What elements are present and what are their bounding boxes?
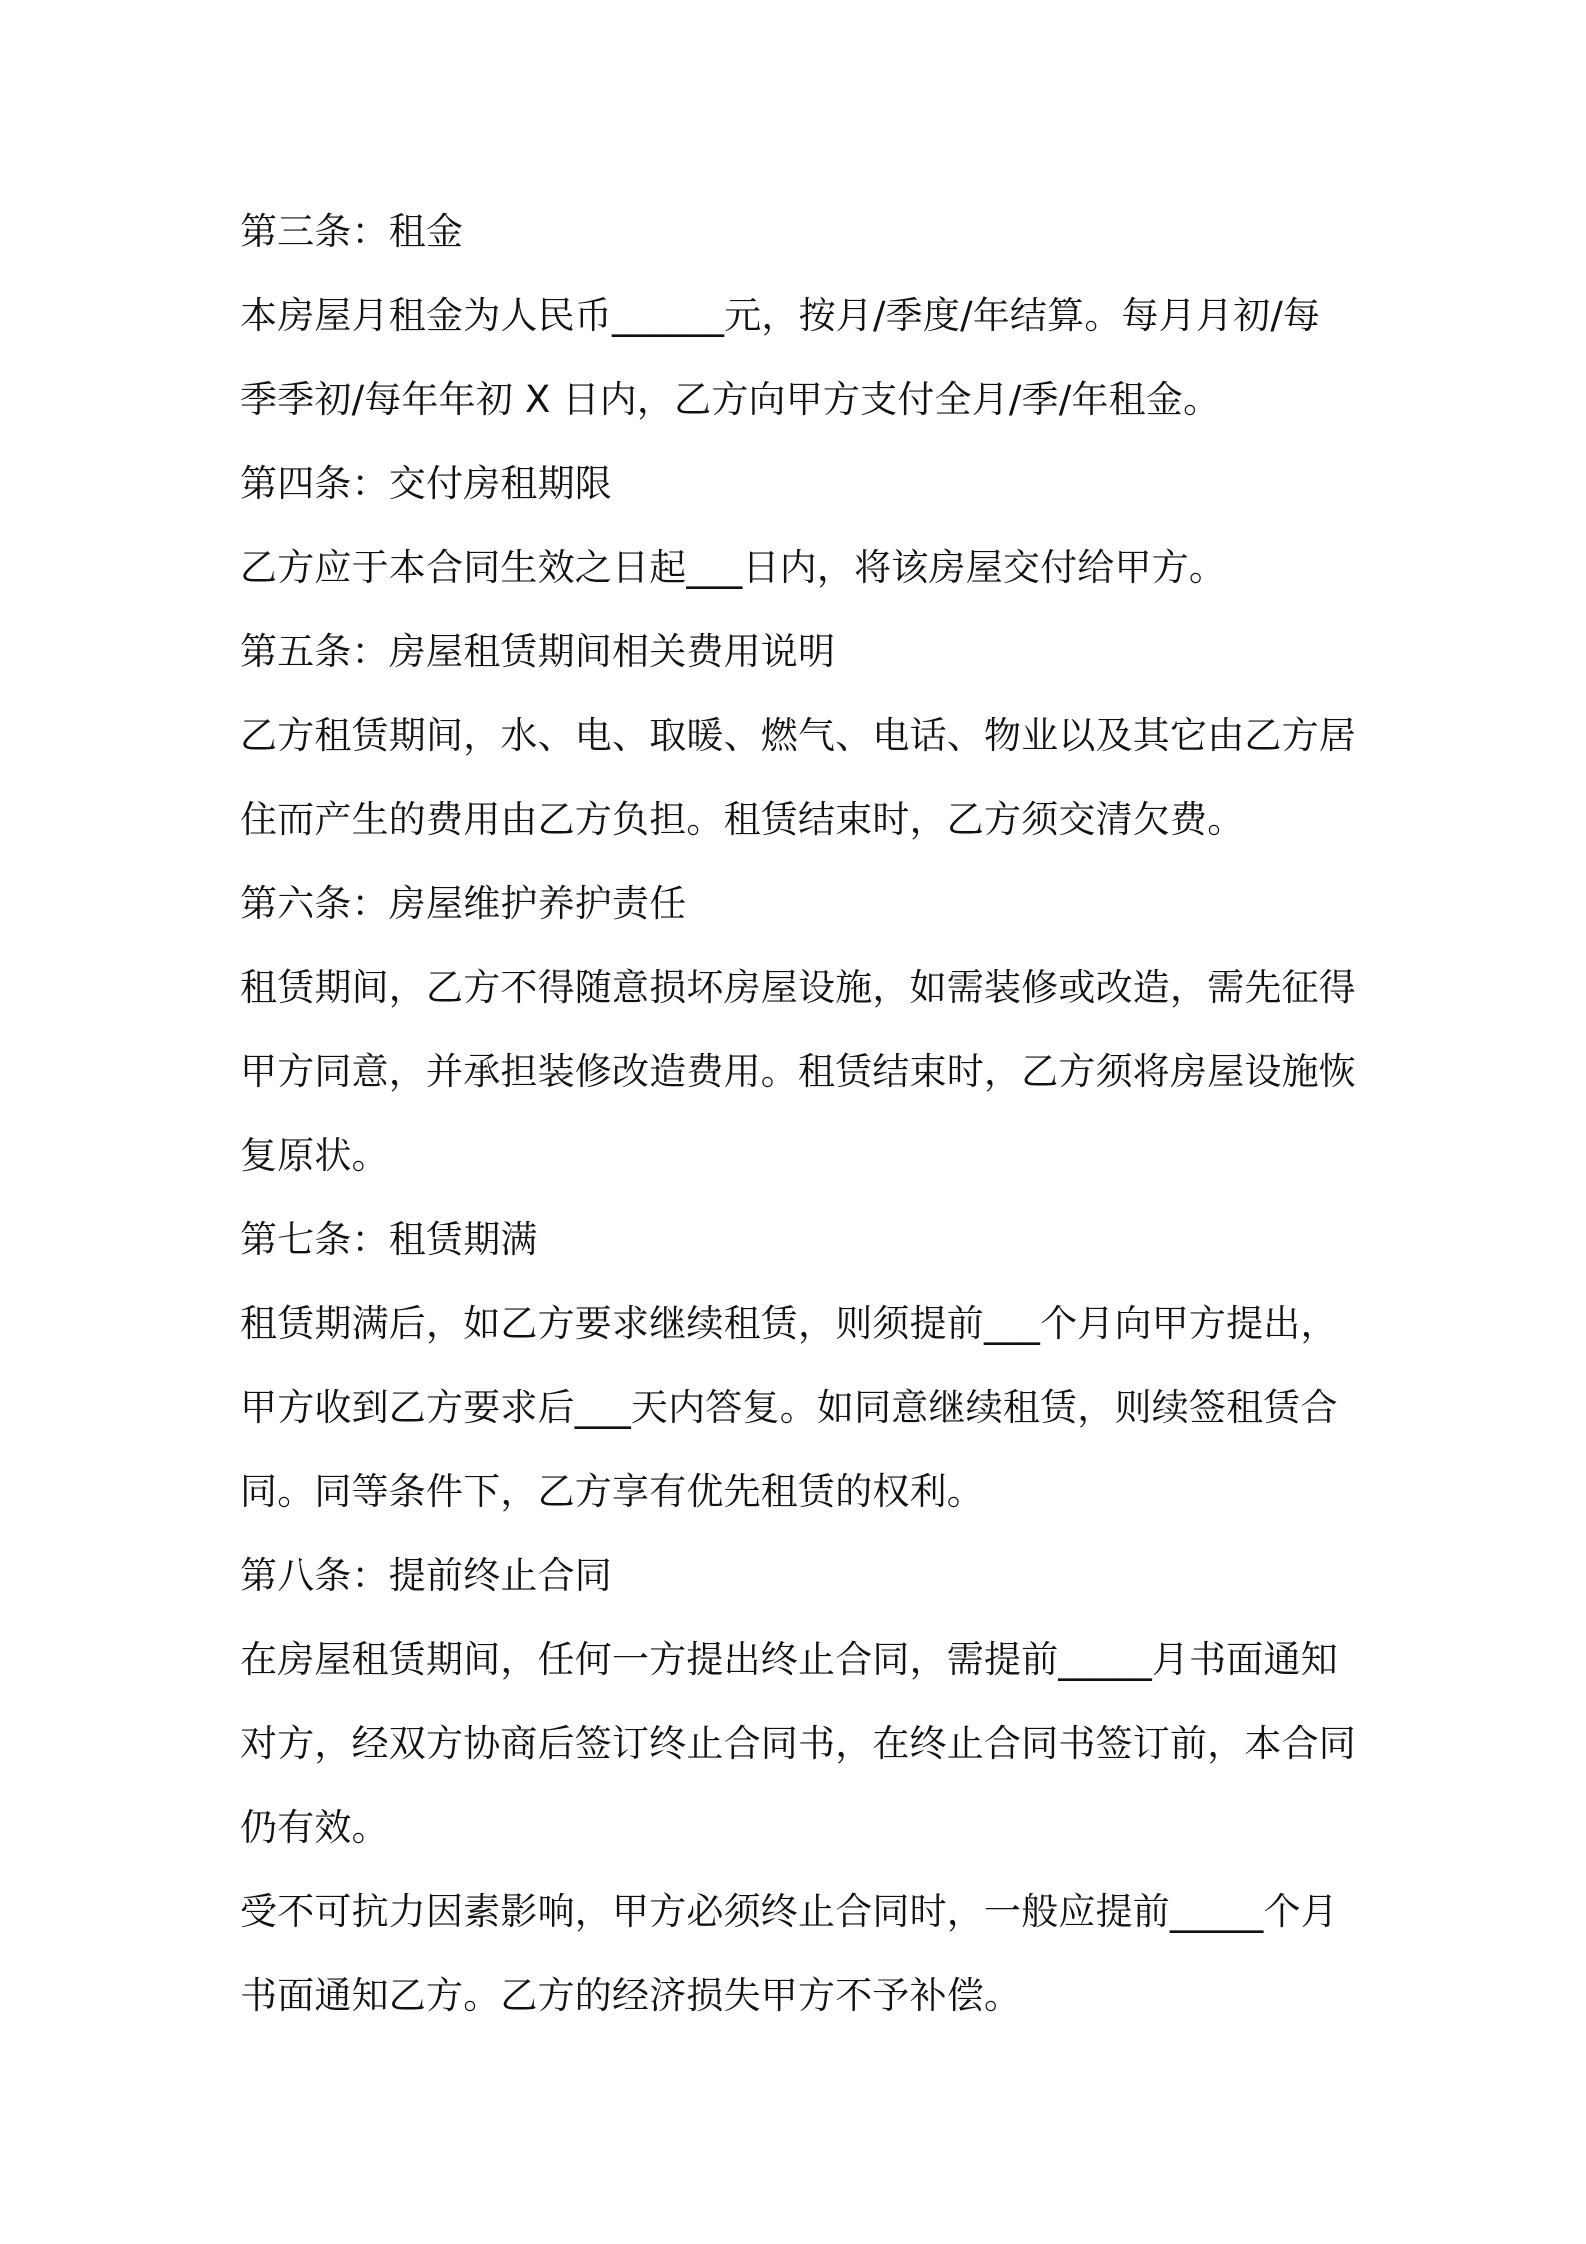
article-3-heading: 第三条：租金 <box>240 210 464 253</box>
article-6-text-line-2: 甲方同意，并承担装修改造费用。租赁结束时，乙方须将房屋设施恢 <box>240 1050 1356 1093</box>
article-8-heading: 第八条：提前终止合同 <box>240 1554 612 1597</box>
article-8-text-line-3: 仍有效。 <box>240 1806 389 1849</box>
article-5-text-line-1: 乙方租赁期间，水、电、取暖、燃气、电话、物业以及其它由乙方居 <box>240 714 1356 757</box>
article-5-heading: 第五条：房屋租赁期间相关费用说明 <box>240 630 836 673</box>
article-7-text-line-2: 甲方收到乙方要求后___天内答复。如同意继续租赁，则续签租赁合 <box>240 1386 1338 1429</box>
article-3-text-line-1: 本房屋月租金为人民币______元，按月/季度/年结算。每月月初/每 <box>240 294 1321 337</box>
article-4-heading: 第四条：交付房租期限 <box>240 462 612 505</box>
article-7-text-line-1: 租赁期满后，如乙方要求继续租赁，则须提前___个月向甲方提出， <box>240 1302 1338 1345</box>
article-3-text-line-2: 季季初/每年年初 X 日内，乙方向甲方支付全月/季/年租金。 <box>240 378 1221 421</box>
article-7-heading: 第七条：租赁期满 <box>240 1218 538 1261</box>
article-8-text-line-1: 在房屋租赁期间，任何一方提出终止合同，需提前_____月书面通知 <box>240 1638 1338 1681</box>
article-6-text-line-1: 租赁期间，乙方不得随意损坏房屋设施，如需装修或改造，需先征得 <box>240 966 1356 1009</box>
article-8-text-line-2: 对方，经双方协商后签订终止合同书，在终止合同书签订前，本合同 <box>240 1722 1356 1765</box>
article-5-text-line-2: 住而产生的费用由乙方负担。租赁结束时，乙方须交清欠费。 <box>240 798 1245 841</box>
article-6-heading: 第六条：房屋维护养护责任 <box>240 882 687 925</box>
article-4-text-line-1: 乙方应于本合同生效之日起___日内，将该房屋交付给甲方。 <box>240 546 1227 589</box>
article-7-text-line-3: 同。同等条件下，乙方享有优先租赁的权利。 <box>240 1470 984 1513</box>
article-8-text-line-4: 受不可抗力因素影响，甲方必须终止合同时，一般应提前_____个月 <box>240 1890 1338 1933</box>
article-6-text-line-3: 复原状。 <box>240 1134 389 1177</box>
article-8-text-line-5: 书面通知乙方。乙方的经济损失甲方不予补偿。 <box>240 1974 1022 2017</box>
